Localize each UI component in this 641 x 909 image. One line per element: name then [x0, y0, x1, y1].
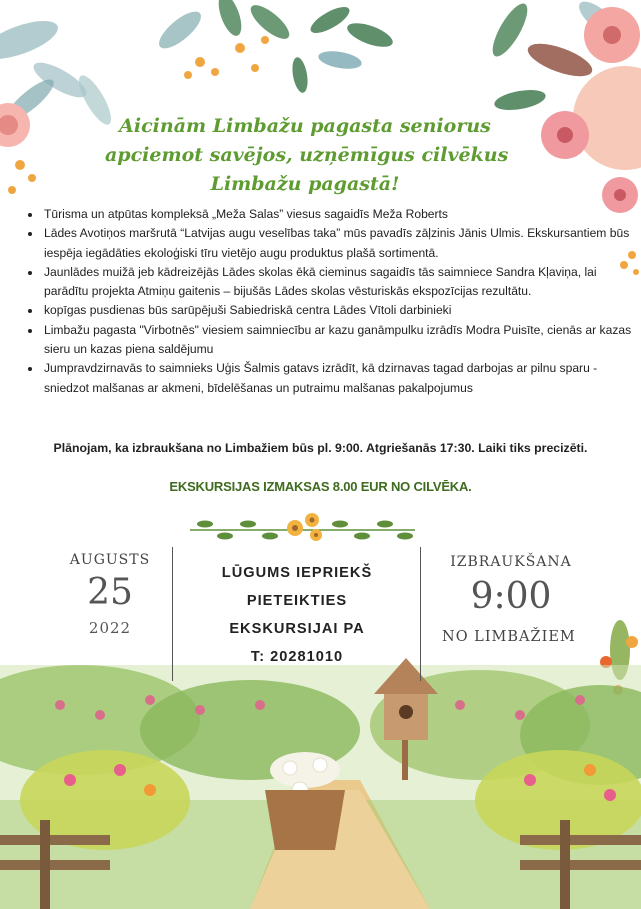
program-item: • Tūrisma un atpūtas kompleksā „Meža Salas” viesus sagaidīs Meža Roberts	[42, 205, 634, 224]
departure-label: IZBRAUKŠANA	[450, 554, 572, 570]
left-divider	[172, 547, 173, 681]
top-center-leaves-icon	[154, 0, 396, 94]
title-line: Limbažu pagastā!	[210, 173, 400, 195]
date-block	[48, 552, 172, 637]
signup-line: EKSKURSIJAI PA	[229, 621, 365, 637]
title-line: Aicinām Limbažu pagasta seniorus	[119, 115, 491, 137]
signup-line: PIETEIKTIES	[246, 593, 348, 609]
program-item: • Jaunlādes muižā jeb kādreizējās Lādes skolas ēkā cieminus sagaidīs tās saimniece Sandra Kļaviņa, lai parādītu projekta Atmiņu gaitenis – bijušās Lādes skolas vēsturiskās ekspozīcijas rezultātu.	[42, 263, 634, 302]
departure-block	[426, 554, 596, 645]
program-item: • Jumpravdzirnavās to saimnieks Uģis Šalmis gatavs izrādīt, kā dzirnavas tagad darbojas ar pilnu sparu - sniedzot malšanas ar akmeni, bīdelēšanas un putraimu malšanas pakalpojumus	[42, 359, 634, 398]
program-list	[22, 205, 634, 398]
departure-time: 9:00	[470, 576, 552, 617]
program-item: • kopīgas pusdienas būs sarūpējuši Sabiedriskā centra Lādes Vītoli darbinieki	[42, 301, 634, 320]
signup-block	[176, 559, 418, 671]
plan-text: Plānojam, ka izbraukšana no Limbažiem būs pl. 9:00. Atgriešanās 17:30. Laiki tiks precizēti.	[53, 441, 588, 455]
sprig-divider-icon	[190, 513, 415, 541]
signup-line: LŪGUMS IEPRIEKŠ	[221, 565, 373, 581]
cost-text: EKSKURSIJAS IZMAKSAS 8.00 EUR NO CILVĒKA.	[169, 479, 472, 494]
program-item: • Limbažu pagasta "Virbotnēs" viesiem saimniecību ar kazu ganāmpulku izrādīs Modra Puisīte, cienās ar kazas sieru un kazas piena saldējumu	[42, 321, 634, 360]
departure-from: NO LIMBAŽIEM	[442, 629, 576, 645]
garden-scene-illustration	[0, 658, 641, 909]
event-title	[105, 112, 509, 199]
date-day: 25	[87, 572, 133, 613]
date-month: AUGUSTS	[69, 552, 151, 568]
date-year: 2022	[88, 619, 132, 637]
program-item: • Lādes Avotiņos maršrutā “Latvijas augu veselības taka” mūs pavadīs zāļzinis Jānis Ulmis. Ekskursantiem būs iespēja iegādāties ekoloģiski tīru vietējo augu produktus plašā sortimentā.	[42, 224, 634, 263]
right-divider	[420, 547, 421, 681]
top-left-leaves-icon	[0, 13, 117, 194]
title-line: apciemot savējos, uzņēmīgus cilvēkus	[105, 144, 509, 166]
signup-phone: T: 20281010	[250, 649, 344, 665]
